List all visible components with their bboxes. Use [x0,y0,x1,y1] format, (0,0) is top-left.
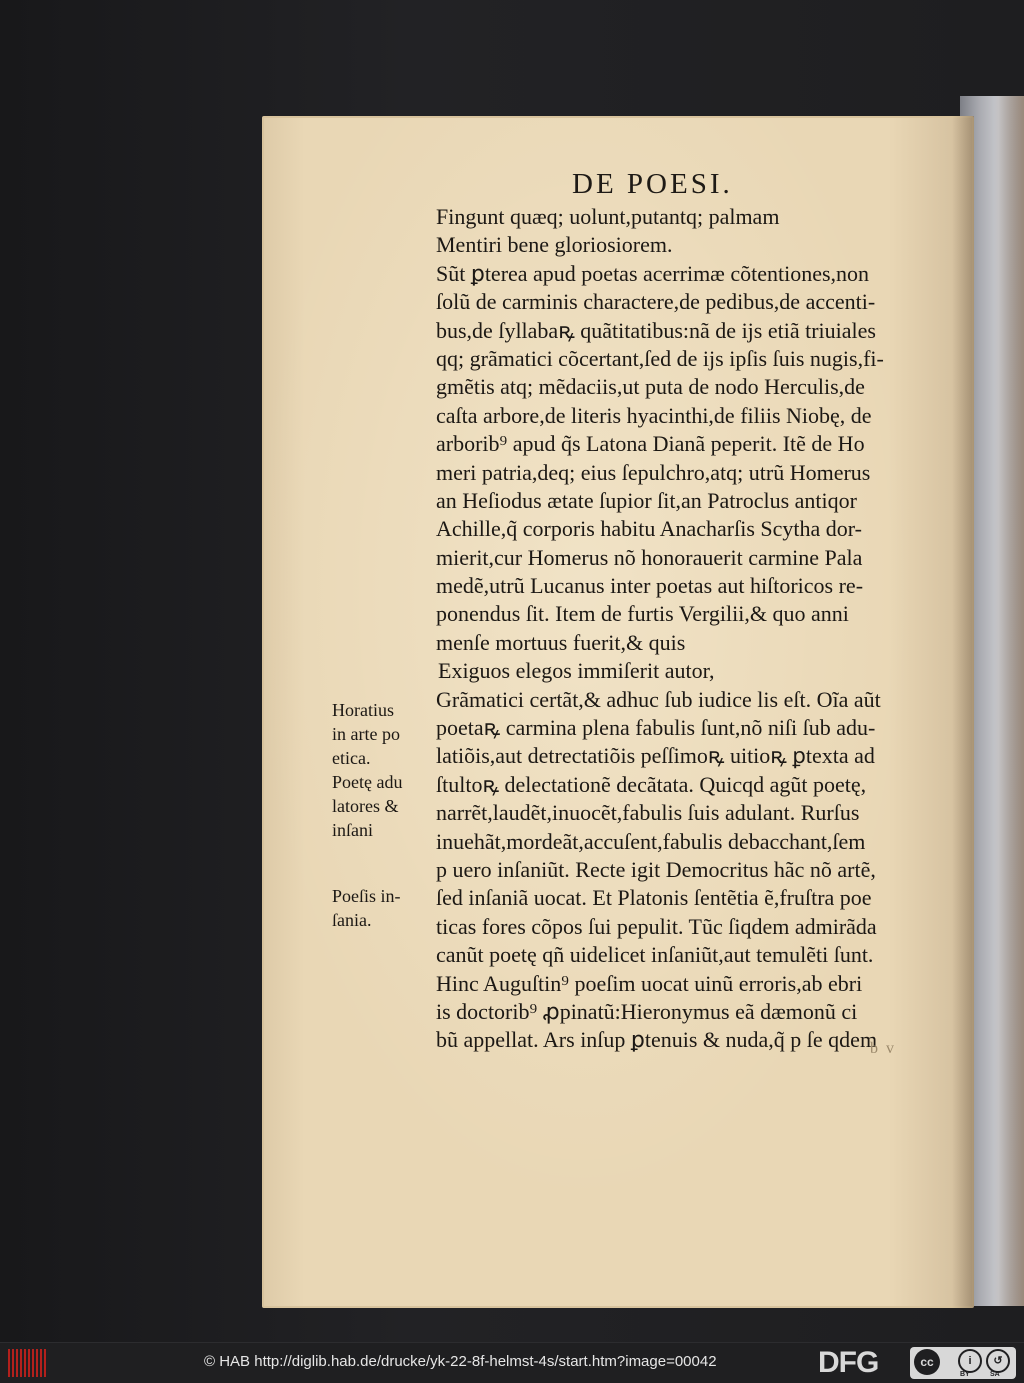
margin-note-line: latores & [332,796,399,816]
text-line: p uero inſaniũt. Recte igit Democritus hãc nõ artẽ, [436,856,876,882]
by-icon: i [958,1349,982,1373]
hab-logo-icon [8,1349,48,1377]
margin-note-horatius [332,698,432,842]
margin-note-line: Horatius [332,700,394,720]
text-line: latiõis,aut detrectatiõis peſſimoꝶ uitioꝶ ꝑtexta ad [436,743,875,769]
text-line: ſolũ de carminis charactere,de pedibus,de accenti- [436,289,876,315]
text-line: Exiguos elegos immiſerit autor, [438,658,715,684]
text-line: ſtultoꝶ delectationẽ decãtata. Quicqd agũt poetę, [436,771,867,797]
text-line: bũ appellat. Ars inſup ꝑtenuis & nuda,q̃ p ſe qdem [436,1027,878,1053]
attribution-link[interactable]: © HAB http://diglib.hab.de/drucke/yk-22-8f-helmst-4s/start.htm?image=00042 [204,1353,717,1370]
margin-note-line: Poeſis in- [332,886,401,906]
text-line: inuehãt,mordeãt,accuſent,fabulis debacchant,ſem [436,828,866,854]
margin-note-poesis [332,884,432,932]
main-text-block [436,203,956,1055]
cc-icon: cc [914,1349,940,1375]
text-line: bus,de ſyllabaꝶ quãtitatibus:nã de ijs etiã triuiales [436,317,876,343]
text-line: mierit,cur Homerus nõ honorauerit carmine Pala [436,544,863,570]
text-line: Mentiri bene gloriosiorem. [436,232,673,258]
text-line: gmẽtis atq; mẽdaciis,ut puta de nodo Herculis,de [436,374,865,400]
text-line: ſed inſaniã uocat. Et Platonis ſentẽtia ẽ,fruſtra poe [436,885,872,911]
text-line: qq; grãmatici cõcertant,ſed de ijs ipſis ſuis nugis,fi- [436,345,884,371]
text-line: menſe mortuus fuerit,& quis [436,629,686,655]
margin-note-line: ſania. [332,910,372,930]
text-line: caſta arbore,de literis hyacinthi,de filiis Niobę, de [436,402,872,428]
text-line: Fingunt quæq; uolunt,putantq; palmam [436,204,780,229]
sa-icon: ↺ [986,1349,1010,1373]
sa-label: SA [990,1371,1000,1378]
text-line: Hinc Auguſtin⁹ poeſim uocat uinũ erroris,ab ebri [436,970,863,996]
dfg-logo: DFG [818,1346,879,1379]
running-head: DE POESI. [572,168,733,200]
viewer-footer [0,1342,1024,1383]
margin-note-line: in arte po [332,724,400,744]
margin-note-line: etica. [332,748,371,768]
cc-license-badge[interactable] [910,1347,1016,1379]
margin-note-line: Poetę adu [332,772,403,792]
margin-note-line: inſani [332,820,373,840]
by-label: BY [960,1371,970,1378]
text-line: narrẽt,laudẽt,inuocẽt,fabulis ſuis adulant. Rurſus [436,800,860,826]
text-line: an Heſiodus ætate ſupior ſit,an Patroclus antiqor [436,487,857,513]
text-line: Grãmatici certãt,& adhuc ſub iudice lis eſt. Oĩa aũt [436,686,881,712]
text-line: Sũt ꝑterea apud poetas acerrimæ cõtentiones,non [436,260,870,286]
text-line: medẽ,utrũ Lucanus inter poetas aut hiſtoricos re- [436,573,864,599]
signature-mark: b v [870,1040,896,1057]
text-line: poetaꝶ carmina plena fabulis ſunt,nõ niſi ſub adu- [436,715,876,741]
text-line: is doctorib⁹ ꝓpinatũ:Hieronymus eã dæmonũ ci [436,998,858,1024]
text-line: canũt poetę qñ uidelicet inſaniũt,aut temulẽti ſunt. [436,942,874,968]
text-line: Achille,q̃ corporis habitu Anacharſis Scytha dor- [436,516,863,542]
text-line: meri patria,deq; eius ſepulchro,atq; utrũ Homerus [436,459,871,485]
text-line: arborib⁹ apud q̃s Latona Dianã peperit. Itẽ de Ho [436,431,865,457]
text-line: ponendus ſit. Item de furtis Vergilii,& quo anni [436,601,849,627]
text-line: ticas fores cõpos ſui pepulit. Tũc ſiqdem admirãda [436,913,877,939]
